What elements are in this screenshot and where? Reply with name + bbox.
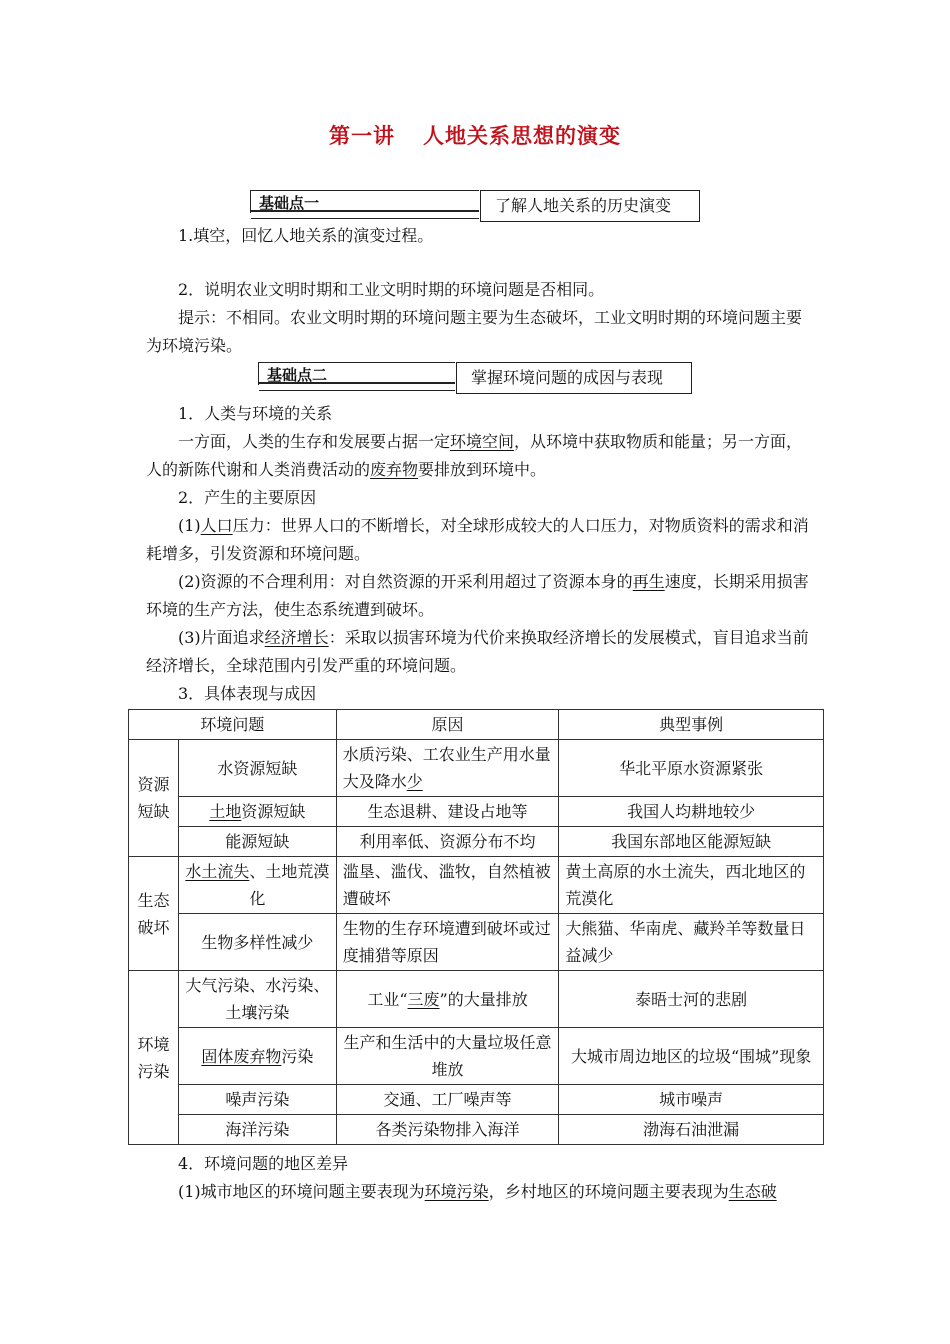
section1-question2: 2．说明农业文明时期和工业文明时期的环境问题是否相同。	[178, 280, 605, 299]
cause-cell: 各类污染物排入海洋	[336, 1115, 559, 1145]
problem-cell: 噪声污染	[178, 1085, 336, 1115]
table-row	[129, 914, 824, 971]
example-cell: 大城市周边地区的垃圾“围城”现象	[559, 1028, 824, 1085]
sec2-item1-text: 压力：世界人口的不断增长，对全球形成较大的人口压力，对物质资料的需求和消耗增多，引发资源和环境问题。	[146, 516, 809, 563]
table-row	[129, 797, 824, 827]
example-cell: 泰晤士河的悲剧	[559, 971, 824, 1028]
sec1-heading: 1．人类与环境的关系	[178, 404, 333, 423]
sec2-item-3	[146, 624, 810, 680]
lecture-number: 第一讲	[329, 123, 395, 148]
table-header-row	[129, 710, 824, 740]
cause-text-2: ”的大量排放	[439, 989, 528, 1009]
problem-cell	[178, 1028, 336, 1085]
sec4-item-1	[146, 1178, 810, 1206]
kp2-tag-text: 基础点二	[267, 366, 328, 384]
cause-cell	[336, 971, 559, 1028]
example-cell: 大熊猫、华南虎、藏羚羊等数量日益减少	[559, 914, 824, 971]
cause-cell: 利用率低、资源分布不均	[336, 827, 559, 857]
section1-question1: 1.填空，回忆人地关系的演变过程。	[178, 226, 434, 245]
sec4-text-2: ，乡村地区的环境问题主要表现为	[488, 1182, 729, 1201]
table-row	[129, 827, 824, 857]
problem-cell: 水资源短缺	[178, 740, 336, 797]
cause-blank: 少	[406, 772, 423, 791]
cause-cell: 生态退耕、建设占地等	[336, 797, 559, 827]
cause-cell	[336, 740, 559, 797]
knowledge-point-2	[258, 362, 692, 396]
sec2-item3-pre: (3)片面追求	[178, 628, 265, 647]
cause-cell: 滥垦、滥伐、滥牧，自然植被遭破坏	[336, 857, 559, 914]
problem-cell: 能源短缺	[178, 827, 336, 857]
problem-blank: 水土流失	[185, 862, 250, 881]
sec2-item3-blank: 经济增长	[264, 628, 329, 647]
knowledge-point-1-label: 了解人地关系的历史演变	[480, 190, 700, 222]
page-title	[0, 120, 950, 150]
header-cause: 原因	[336, 710, 559, 740]
problem-cell	[178, 797, 336, 827]
sec4-text-1: (1)城市地区的环境问题主要表现为	[178, 1182, 425, 1201]
sec2-item1-pre: (1)	[178, 516, 201, 535]
group-ecological-damage: 生态破坏	[129, 857, 179, 971]
table-row	[129, 857, 824, 914]
sec2-item2-post: 速度，长期采用损害环境的生产方法，使生态系统遭到破坏。	[146, 572, 809, 619]
sec1-paragraph	[146, 428, 810, 484]
sec2-item1-blank: 人口	[200, 516, 233, 535]
table-row	[129, 1115, 824, 1145]
cause-blank: 三废	[407, 989, 440, 1009]
problem-blank: 固体废弃物	[201, 1046, 282, 1066]
problem-text: 、土地荒漠化	[249, 862, 330, 908]
header-problem: 环境问题	[129, 710, 337, 740]
knowledge-point-1	[250, 190, 700, 224]
example-cell: 渤海石油泄漏	[559, 1115, 824, 1145]
problem-cell: 大气污染、水污染、土壤污染	[178, 971, 336, 1028]
problem-cell: 生物多样性减少	[178, 914, 336, 971]
example-cell: 城市噪声	[559, 1085, 824, 1115]
kp1-tag-text: 基础点一	[259, 194, 320, 212]
example-cell: 我国人均耕地较少	[559, 797, 824, 827]
group-resource-shortage: 资源短缺	[129, 740, 179, 857]
sec1-text-3: 要排放到环境中。	[418, 460, 547, 479]
sec2-heading: 2．产生的主要原因	[178, 488, 317, 507]
sec2-item2-pre: (2)资源的不合理利用：对自然资源的开采利用超过了资源本身的	[178, 572, 633, 591]
sec2-item2-blank: 再生	[632, 572, 665, 591]
problem-text: 资源短缺	[241, 802, 306, 821]
cause-cell: 生物的生存环境遭到破坏或过度捕猎等原因	[336, 914, 559, 971]
knowledge-point-2-tag	[258, 362, 455, 385]
cause-cell: 生产和生活中的大量垃圾任意堆放	[336, 1028, 559, 1085]
table-row	[129, 740, 824, 797]
sec2-item-1	[146, 512, 810, 568]
section1-hint: 提示：不相同。农业文明时期的环境问题主要为生态破坏，工业文明时期的环境问题主要为环境污染。	[146, 308, 803, 355]
sec4-heading: 4．环境问题的地区差异	[178, 1154, 349, 1173]
table-row	[129, 1028, 824, 1085]
knowledge-point-1-tag	[250, 190, 479, 213]
problem-cell: 海洋污染	[178, 1115, 336, 1145]
sec1-blank-1: 环境空间	[450, 432, 515, 451]
sec1-text-2: ，从环境中获取物质和能量；另一方面，人的新陈代谢和人类消费活动的	[146, 432, 803, 479]
example-cell: 我国东部地区能源短缺	[559, 827, 824, 857]
sec1-blank-2: 废弃物	[370, 460, 419, 479]
example-cell: 华北平原水资源紧张	[559, 740, 824, 797]
cause-text: 工业“	[367, 989, 408, 1009]
sec4-blank-1: 环境污染	[424, 1182, 489, 1201]
group-environmental-pollution: 环境污染	[129, 971, 179, 1145]
sec1-text-1: 一方面，人类的生存和发展要占据一定	[178, 432, 451, 451]
sec4-blank-2: 生态破	[728, 1182, 777, 1201]
knowledge-point-2-label: 掌握环境问题的成因与表现	[456, 362, 692, 394]
environment-problems-table	[128, 709, 824, 1145]
problem-text: 污染	[281, 1046, 314, 1066]
cause-cell: 交通、工厂噪声等	[336, 1085, 559, 1115]
lecture-title: 人地关系思想的演变	[423, 123, 621, 148]
sec3-heading: 3．具体表现与成因	[178, 684, 317, 703]
problem-cell	[178, 857, 336, 914]
table-row	[129, 971, 824, 1028]
header-example: 典型事例	[559, 710, 824, 740]
table-row	[129, 1085, 824, 1115]
cause-text: 水质污染、工农业生产用水量大及降水	[342, 745, 551, 791]
sec2-item3-post: ：采取以损害环境为代价来换取经济增长的发展模式，盲目追求当前经济增长，全球范围内引发严重的环境问题。	[146, 628, 809, 675]
example-cell: 黄土高原的水土流失，西北地区的荒漠化	[559, 857, 824, 914]
sec2-item-2	[146, 568, 810, 624]
problem-blank: 土地	[209, 802, 242, 821]
